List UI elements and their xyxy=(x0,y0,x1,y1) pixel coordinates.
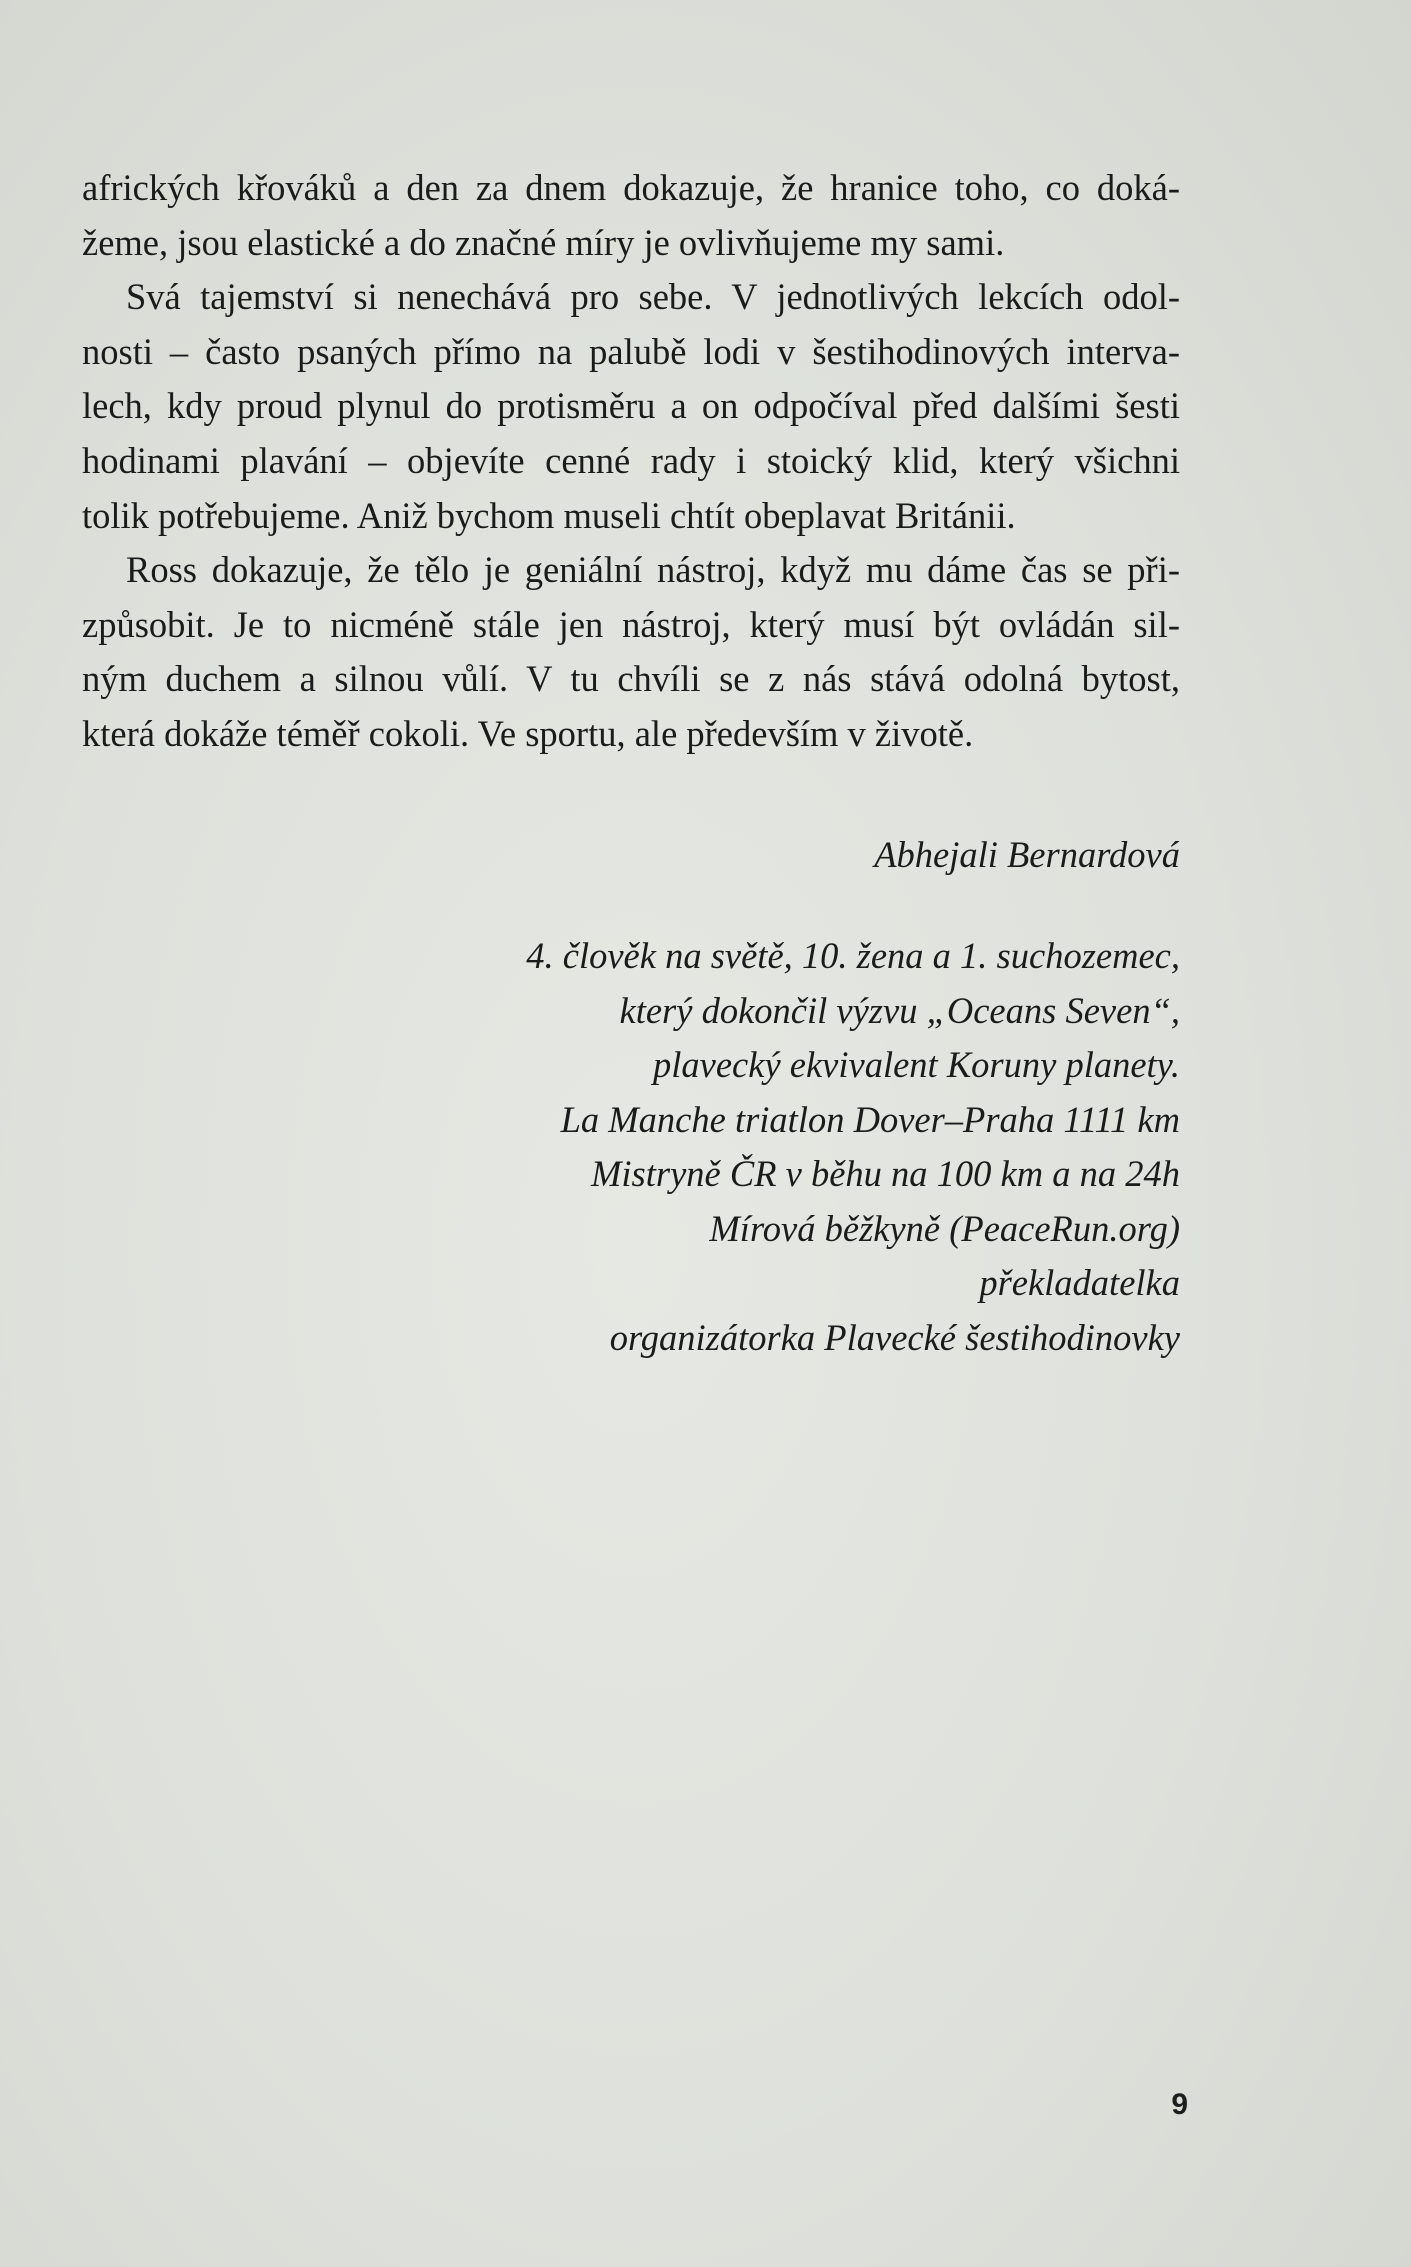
text-line: hodinami plavání – objevíte cenné rady i stoický klid, který všichni xyxy=(82,439,1180,481)
text-line: nosti – často psaných přímo na palubě lodi v šestihodinových interva- xyxy=(82,330,1180,372)
text-line: žeme, jsou elastické a do značné míry je ovlivňujeme my sami. xyxy=(82,221,1005,263)
paragraph-2 xyxy=(82,270,1180,543)
credit-line: který dokončil výzvu „Oceans Seven“, xyxy=(619,989,1180,1031)
text-line: ným duchem a silnou vůlí. V tu chvíli se z nás stává odolná bytost, xyxy=(82,658,1180,700)
credit-line: Mistryně ČR v běhu na 100 km a na 24h xyxy=(591,1153,1180,1194)
text-line: afrických křováků a den za dnem dokazuje, že hranice toho, co doká- xyxy=(82,167,1180,208)
text-line: způsobit. Je to nicméně stále jen nástroj, který musí být ovládán sil- xyxy=(82,603,1180,645)
paragraph-1 xyxy=(82,161,1180,270)
body-text xyxy=(82,161,1180,762)
text-line: Ross dokazuje, že tělo je geniální nástroj, když mu dáme čas se při- xyxy=(126,549,1180,591)
credit-line: překladatelka xyxy=(979,1262,1180,1303)
paragraph-3 xyxy=(82,543,1180,761)
credit-line: 4. člověk na světě, 10. žena a 1. suchozemec, xyxy=(526,935,1180,976)
text-line: tolik potřebujeme. Aniž bychom museli chtít obeplavat Británii. xyxy=(82,494,1016,536)
page-number: 9 xyxy=(1171,2088,1188,2121)
text-line: lech, kdy proud plynul do protisměru a on odpočíval před dalšími šesti xyxy=(82,385,1180,427)
author-credits xyxy=(526,929,1180,1365)
text-line: Svá tajemství si nenechává pro sebe. V jednotlivých lekcích odol- xyxy=(126,276,1180,318)
credit-line: organizátorka Plavecké šestihodinovky xyxy=(609,1316,1180,1358)
credit-line: Mírová běžkyně (PeaceRun.org) xyxy=(709,1207,1180,1249)
text-line: která dokáže téměř cokoli. Ve sportu, ale především v životě. xyxy=(82,712,974,754)
credit-line: plavecký ekvivalent Koruny planety. xyxy=(653,1044,1180,1085)
author-signature: Abhejali Bernardová xyxy=(874,834,1180,875)
credit-line: La Manche triatlon Dover–Praha 1111 km xyxy=(560,1098,1180,1140)
